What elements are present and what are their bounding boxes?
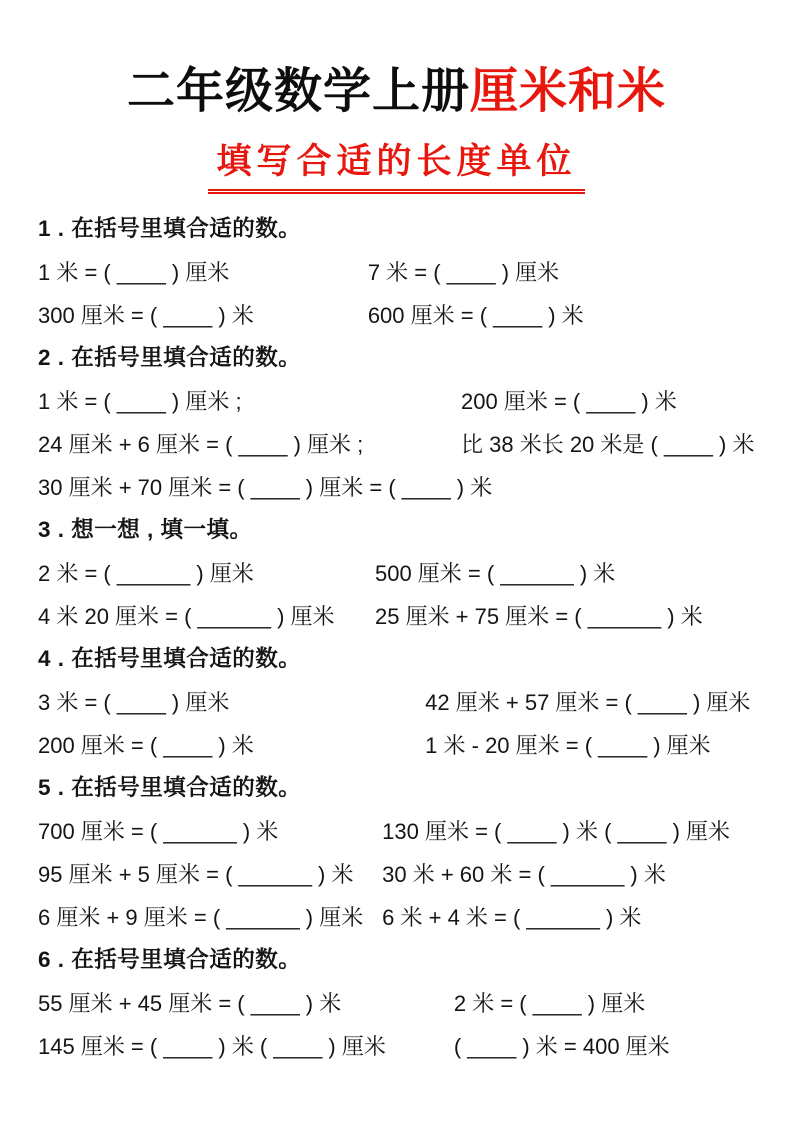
problem-row bbox=[38, 1025, 755, 1068]
section-5 bbox=[38, 767, 755, 939]
problem: 200 厘米 = ( ____ ) 米 bbox=[461, 388, 677, 414]
title-text-black: 二年级数学上册 bbox=[126, 65, 470, 118]
problem: 1 米 = ( ____ ) 厘米 bbox=[38, 259, 230, 285]
problem-row bbox=[38, 982, 755, 1025]
problem: 6 厘米 + 9 厘米 = ( ______ ) 厘米 bbox=[38, 904, 364, 930]
problem-row bbox=[38, 294, 755, 337]
problem: 1 米 - 20 厘米 = ( ____ ) 厘米 bbox=[425, 732, 711, 758]
problem: 7 米 = ( ____ ) 厘米 bbox=[367, 259, 560, 285]
problem-row bbox=[38, 724, 755, 767]
problem: 600 厘米 = ( ____ ) 米 bbox=[367, 302, 584, 328]
problem-row bbox=[38, 251, 755, 294]
problem: 1 米 = ( ____ ) 厘米 ; bbox=[38, 388, 242, 414]
section-1 bbox=[38, 208, 755, 337]
section-4 bbox=[38, 638, 755, 767]
problem: 500 厘米 = ( ______ ) 米 bbox=[374, 560, 616, 586]
problem-row bbox=[38, 380, 755, 423]
problem: 4 米 20 厘米 = ( ______ ) 厘米 bbox=[38, 603, 335, 629]
problem: 6 米 + 4 米 = ( ______ ) 米 bbox=[382, 904, 642, 930]
subtitle-container bbox=[38, 134, 755, 194]
problem: 30 米 + 60 米 = ( ______ ) 米 bbox=[382, 861, 666, 887]
title-text-red: 厘米和米 bbox=[470, 65, 667, 118]
problem: 42 厘米 + 57 厘米 = ( ____ ) 厘米 bbox=[425, 689, 751, 715]
section-5-heading: 5 . 在括号里填合适的数。 bbox=[38, 775, 302, 801]
problem: ( ____ ) 米 = 400 厘米 bbox=[453, 1033, 670, 1059]
section-2-heading: 2 . 在括号里填合适的数。 bbox=[38, 345, 302, 371]
problem-row bbox=[38, 896, 755, 939]
section-3-heading: 3 . 想一想 , 填一填。 bbox=[38, 517, 253, 543]
problem: 3 米 = ( ____ ) 厘米 bbox=[38, 689, 230, 715]
section-3 bbox=[38, 509, 755, 638]
problem: 700 厘米 = ( ______ ) 米 bbox=[38, 818, 279, 844]
section-2 bbox=[38, 337, 755, 509]
problem: 95 厘米 + 5 厘米 = ( ______ ) 米 bbox=[38, 861, 354, 887]
problem-row bbox=[38, 423, 755, 466]
problem: 2 米 = ( ____ ) 厘米 bbox=[453, 990, 646, 1016]
problem: 55 厘米 + 45 厘米 = ( ____ ) 米 bbox=[38, 990, 342, 1016]
problem: 比 38 米长 20 米是 ( ____ ) 米 bbox=[461, 431, 755, 457]
section-4-heading: 4 . 在括号里填合适的数。 bbox=[38, 646, 302, 672]
section-6 bbox=[38, 939, 755, 1068]
problem-row bbox=[38, 595, 755, 638]
problem: 300 厘米 = ( ____ ) 米 bbox=[38, 302, 254, 328]
page-subtitle: 填写合适的长度单位 bbox=[208, 134, 584, 194]
problem-row bbox=[38, 681, 755, 724]
section-6-heading: 6 . 在括号里填合适的数。 bbox=[38, 947, 302, 973]
section-1-heading: 1 . 在括号里填合适的数。 bbox=[38, 216, 302, 242]
problem: 145 厘米 = ( ____ ) 米 ( ____ ) 厘米 bbox=[38, 1033, 386, 1059]
problem-row bbox=[38, 466, 755, 509]
problem: 25 厘米 + 75 厘米 = ( ______ ) 米 bbox=[374, 603, 703, 629]
problem-row bbox=[38, 853, 755, 896]
problem-row bbox=[38, 552, 755, 595]
page-title bbox=[38, 62, 755, 122]
problem: 24 厘米 + 6 厘米 = ( ____ ) 厘米 ; bbox=[38, 431, 364, 457]
problem-row bbox=[38, 810, 755, 853]
problem: 30 厘米 + 70 厘米 = ( ____ ) 厘米 = ( ____ ) 米 bbox=[38, 474, 493, 500]
problem: 130 厘米 = ( ____ ) 米 ( ____ ) 厘米 bbox=[382, 818, 731, 844]
problem: 200 厘米 = ( ____ ) 米 bbox=[38, 732, 254, 758]
problem: 2 米 = ( ______ ) 厘米 bbox=[38, 560, 254, 586]
